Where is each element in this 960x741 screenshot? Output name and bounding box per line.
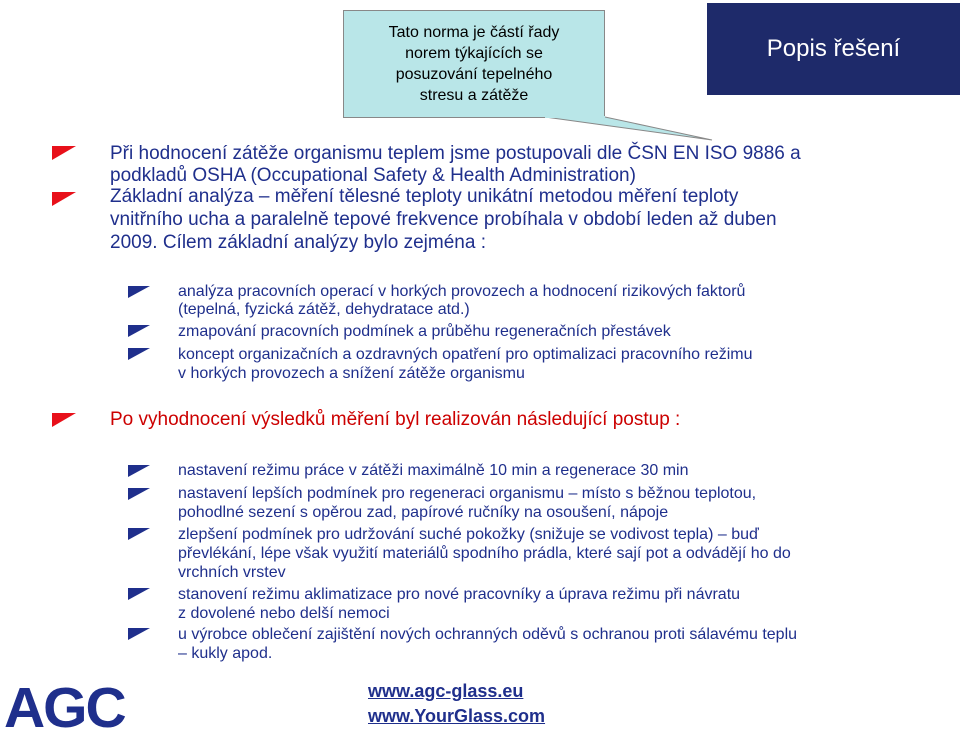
sub-bullet-flag-icon — [128, 528, 150, 540]
sub-bullet-flag-icon — [128, 588, 150, 600]
sub-bullet-1-1-line-1: analýza pracovních operací v horkých provozech a hodnocení rizikových faktorů — [178, 283, 746, 300]
sub-bullet-2-3-line-1: zlepšení podmínek pro udržování suché pokožky (snižuje se vodivost tepla) – buď — [178, 526, 759, 543]
sub-bullet-flag-icon — [128, 325, 150, 337]
sub-bullet-2-3-line-3: vrchních vrstev — [178, 564, 286, 581]
main-bullet-2-line-1: Základní analýza – měření tělesné teploty unikátní metodou měření teploty — [110, 186, 739, 207]
bullet-flag-icon — [52, 146, 76, 160]
main-bullet-3-line-1: Po vyhodnocení výsledků měření byl realizován následující postup : — [110, 409, 681, 430]
bullet-flag-icon — [52, 192, 76, 206]
sub-bullet-2-5-line-2: – kukly apod. — [178, 645, 273, 662]
sub-bullet-flag-icon — [128, 488, 150, 500]
callout-line: posuzování tepelného — [395, 66, 553, 83]
sub-bullet-1-3-line-2: v horkých provozech a snížení zátěže organismu — [178, 365, 525, 382]
sub-bullet-2-2-line-2: pohodlné sezení s opěrou zad, papírové ručníky na osoušení, nápoje — [178, 504, 669, 521]
sub-bullet-flag-icon — [128, 348, 150, 360]
sub-bullet-flag-icon — [128, 628, 150, 640]
sub-bullet-1-3-line-1: koncept organizačních a ozdravných opatření pro optimalizaci pracovního režimu — [178, 346, 753, 363]
callout-line: norem týkajících se — [405, 45, 543, 62]
sub-bullet-2-5-line-1: u výrobce oblečení zajištění nových ochranných oděvů s ochranou proti sálavému teplu — [178, 626, 798, 643]
sub-bullet-2-2-line-1: nastavení lepších podmínek pro regeneraci organismu – místo s běžnou teplotou, — [178, 485, 757, 502]
sub-bullet-2-4-line-1: stanovení režimu aklimatizace pro nové pracovníky a úprava režimu při návratu — [178, 586, 741, 603]
main-bullet-1-line-2: podkladů OSHA (Occupational Safety & Health Administration) — [110, 165, 636, 186]
footer-link-yourglass[interactable]: www.YourGlass.com — [368, 706, 546, 726]
sub-bullet-2-3-line-2: převlékání, lépe však využití materiálů spodního prádla, které sají pot a odvádějí ho do — [178, 545, 791, 562]
sub-bullet-flag-icon — [128, 286, 150, 298]
callout-line: Tato norma je částí řady — [388, 24, 560, 41]
footer-link-agc[interactable]: www.agc-glass.eu — [368, 681, 524, 701]
main-bullet-2-line-2: vnitřního ucha a paralelně tepové frekvence probíhala v období leden až duben — [110, 209, 777, 230]
callout-line: stresu a zátěže — [419, 87, 529, 104]
sub-bullet-1-1-line-2: (tepelná, fyzická zátěž, dehydratace atd.) — [178, 301, 470, 318]
sub-bullet-2-1-line-1: nastavení režimu práce v zátěži maximálně 10 min a regenerace 30 min — [178, 462, 689, 479]
sub-bullet-flag-icon — [128, 465, 150, 477]
callout-note — [343, 10, 605, 118]
slide-title: Popis řešení — [707, 3, 960, 95]
agc-logo: AGC — [4, 676, 125, 740]
bullet-flag-icon — [52, 413, 76, 427]
main-bullet-2-line-3: 2009. Cílem základní analýzy bylo zejména : — [110, 232, 486, 253]
sub-bullet-2-4-line-2: z dovolené nebo delší nemoci — [178, 605, 390, 622]
sub-bullet-1-2-line-1: zmapování pracovních podmínek a průběhu regeneračních přestávek — [178, 323, 671, 340]
main-bullet-1-line-1: Při hodnocení zátěže organismu teplem jsme postupovali dle ČSN EN ISO 9886 a — [110, 143, 801, 164]
